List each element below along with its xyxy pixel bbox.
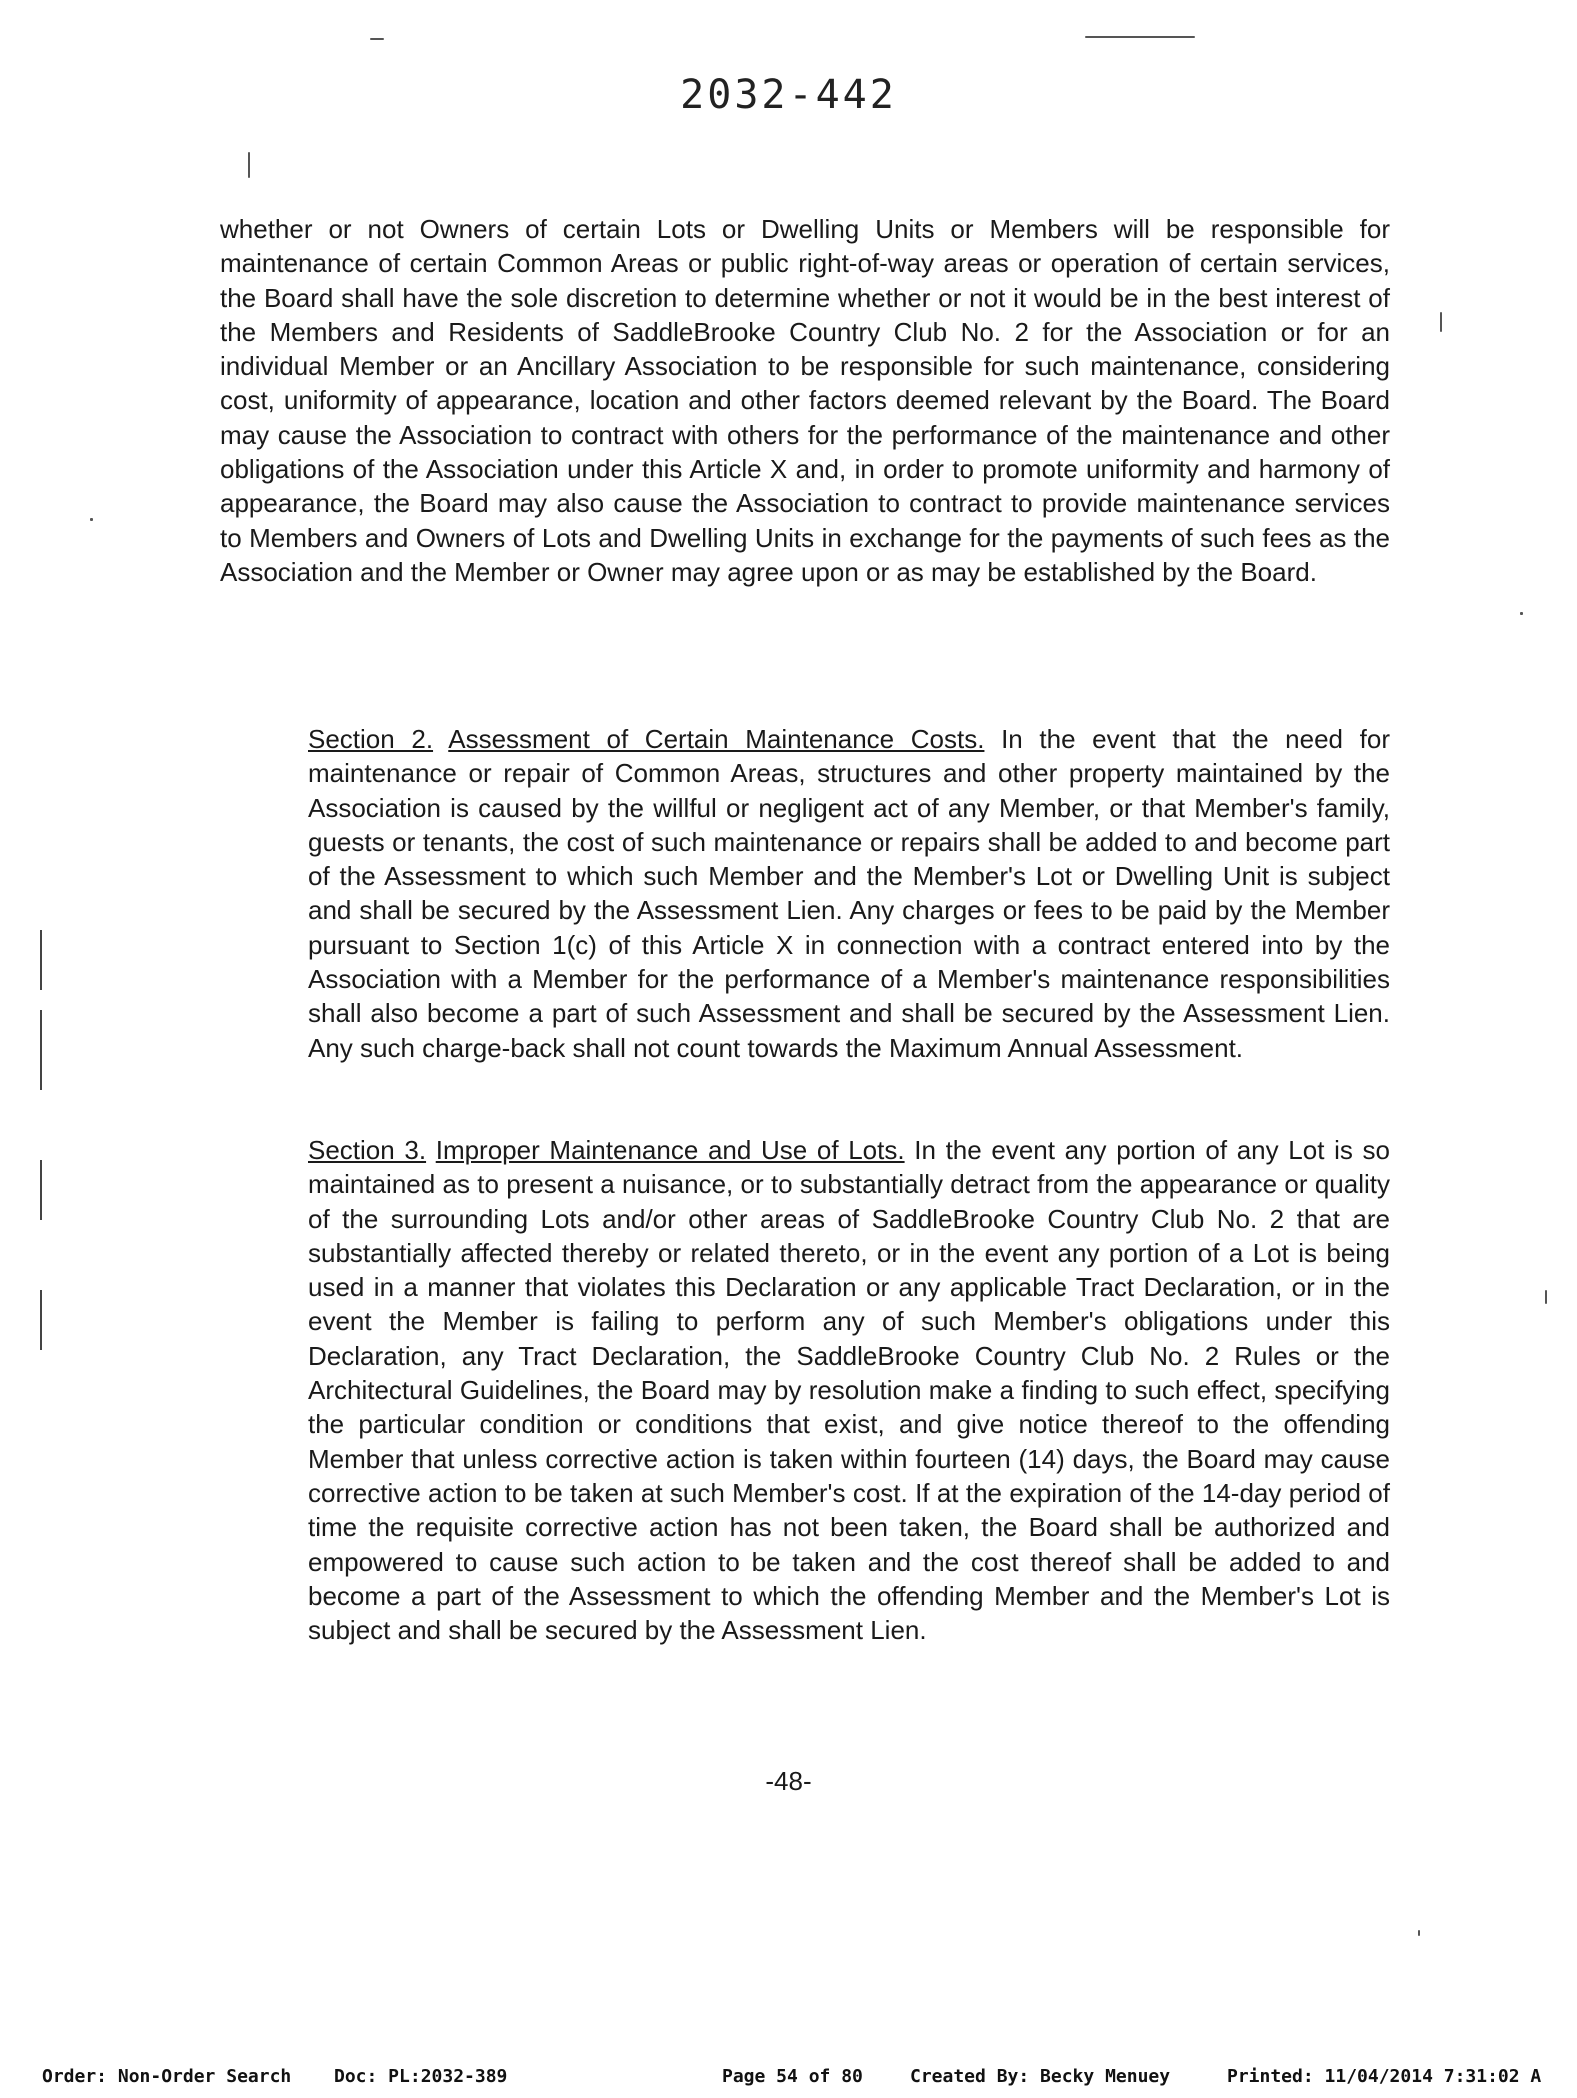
section-label: Section 2.: [308, 724, 434, 754]
scan-speck: [1545, 1290, 1547, 1304]
margin-mark: [40, 1290, 42, 1350]
scan-speck: [1418, 1930, 1420, 1936]
print-footer: [42, 2066, 1577, 2094]
paragraph-text: whether or not Owners of certain Lots or Dwelling Units or Members will be responsible for maintenance of certain Common Areas or public right-of-way areas or operation of certain services, the Board shall have the sole discretion to determine whether or not it would be in the best interest of the Members and Residents of SaddleBrooke Country Club No. 2 for the Association or for an individual Member or an Ancillary Association to be responsible for such maintenance, considering cost, uniformity of appearance, location and other factors deemed relevant by the Board. The Board may cause the Association to contract with others for the performance of the maintenance and other obligations of the Association under this Article X and, in order to promote uniformity and harmony of appearance, the Board may also cause the Association to contract to provide maintenance services to Members and Owners of Lots and Dwelling Units in exchange for the payments of such fees as the Association and the Member or Owner may agree upon or as may be established by the Board.: [220, 214, 1390, 587]
margin-mark: [40, 1160, 42, 1220]
footer-doc: Doc: PL:2032-389: [334, 2066, 508, 2087]
section-title: Improper Maintenance and Use of Lots.: [435, 1135, 905, 1165]
scan-speck: [1085, 36, 1195, 38]
section-title: Assessment of Certain Maintenance Costs.: [448, 724, 985, 754]
scan-speck: [1440, 312, 1442, 332]
footer-created-by: Created By: Becky Menuey: [910, 2066, 1171, 2087]
scan-speck: [90, 518, 93, 521]
section-label: Section 3.: [308, 1135, 427, 1165]
section-text: In the event any portion of any Lot is so maintained as to present a nuisance, or to substantially detract from the appearance or quality of the surrounding Lots and/or other areas of SaddleBrooke Country Club No. 2 that are substantially affected thereby or related thereto, or in the event any portion of a Lot is being used in a manner that violates this Declaration or any applicable Tract Declaration, or in the event the Member is failing to perform any of such Member's obligations under this Declaration, any Tract Declaration, the SaddleBrooke Country Club No. 2 Rules or the Architectural Guidelines, the Board may by resolution make a finding to such effect, specifying the particular condition or conditions that exist, and give notice thereof to the offending Member that unless corrective action is taken within fourteen (14) days, the Board may cause corrective action to be taken at such Member's cost. If at the expiration of the 14-day period of time the requisite corrective action has not been taken, the Board shall be authorized and empowered to cause such action to be taken and the cost thereof shall be added to and become a part of the Assessment to which the offending Member and the Member's Lot is subject and shall be secured by the Assessment Lien.: [308, 1135, 1390, 1646]
footer-page: Page 54 of 80: [722, 2066, 863, 2087]
recording-number: 2032-442: [680, 72, 897, 118]
scan-speck: [248, 152, 250, 178]
footer-order: Order: Non-Order Search: [42, 2066, 292, 2087]
section-text: In the event that the need for maintenance or repair of Common Areas, structures and other property maintained by the Association is caused by the willful or negligent act of any Member, or that Member's family, guests or tenants, the cost of such maintenance or repairs shall be added to and become part of the Assessment to which such Member and the Member's Lot or Dwelling Unit is subject and shall be secured by the Assessment Lien. Any charges or fees to be paid by the Member pursuant to Section 1(c) of this Article X in connection with a contract entered into by the Association with a Member for the performance of a Member's maintenance responsibilities shall also become a part of such Assessment and shall be secured by the Assessment Lien. Any such charge-back shall not count towards the Maximum Annual Assessment.: [308, 724, 1390, 1063]
margin-mark: [40, 930, 42, 990]
margin-mark: [40, 1010, 42, 1090]
paragraph-continuation: [220, 212, 1390, 589]
page-number: -48-: [765, 1766, 812, 1796]
scan-speck: [370, 38, 384, 40]
footer-printed: Printed: 11/04/2014 7:31:02 A: [1227, 2066, 1542, 2087]
scan-speck: [1520, 612, 1523, 615]
paragraph-section-2: [220, 722, 1390, 1065]
paragraph-section-3: [220, 1133, 1390, 1647]
